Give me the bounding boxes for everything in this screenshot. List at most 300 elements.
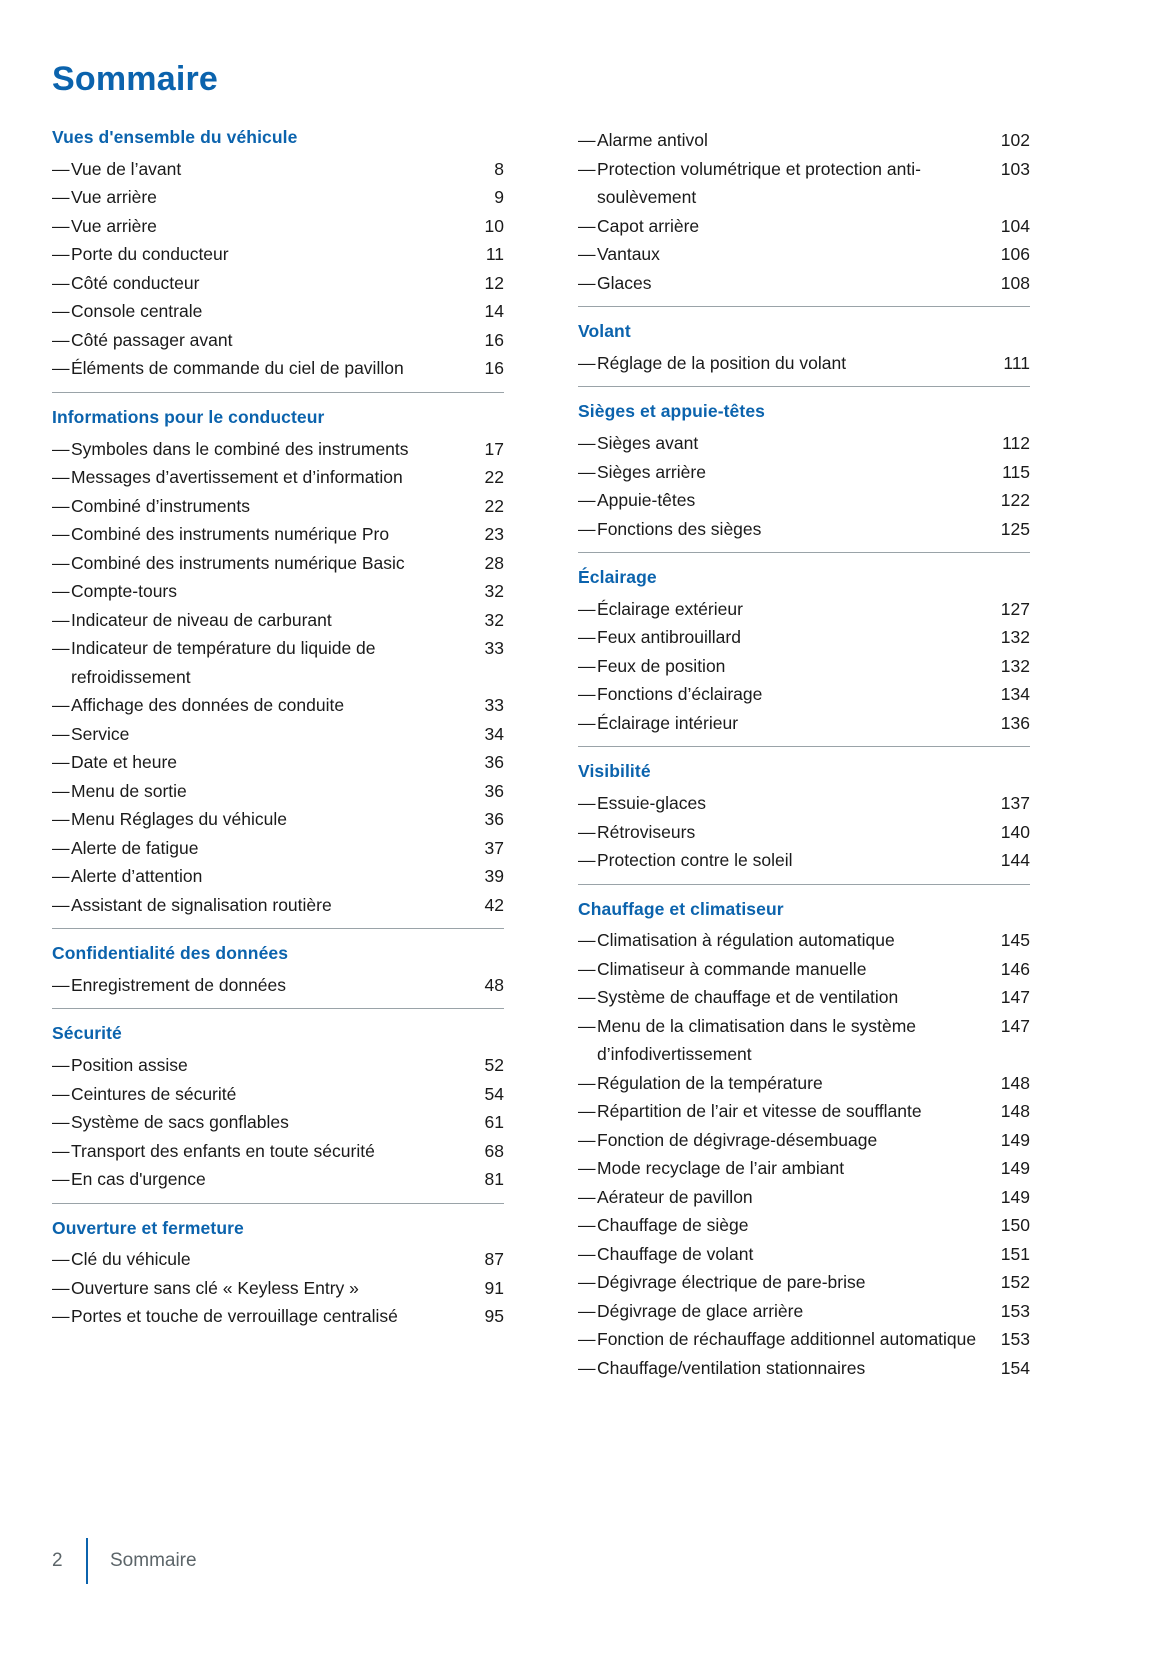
toc-entry-page-number: 52 bbox=[484, 1055, 504, 1075]
toc-entry-page-number: 147 bbox=[1000, 987, 1030, 1008]
toc-entry[interactable] bbox=[52, 891, 504, 920]
toc-entry-label: Fonction de réchauffage additionnel automatique bbox=[597, 1329, 977, 1350]
toc-entry[interactable] bbox=[578, 623, 1030, 652]
dash-icon: — bbox=[52, 1277, 70, 1298]
dash-icon: — bbox=[52, 638, 70, 658]
dash-icon: — bbox=[578, 627, 596, 648]
toc-entry-page-number: 81 bbox=[484, 1169, 504, 1189]
toc-entry-page-number: 95 bbox=[484, 1306, 504, 1327]
toc-entry-label: Chauffage de volant bbox=[597, 1243, 754, 1264]
toc-entry[interactable] bbox=[578, 1325, 1030, 1354]
toc-entry-label: Système de sacs gonflables bbox=[71, 1112, 289, 1132]
toc-entry[interactable] bbox=[578, 1268, 1030, 1297]
toc-section bbox=[578, 400, 1030, 553]
toc-entry-page-number: 14 bbox=[484, 301, 504, 322]
toc-entry-label: Capot arrière bbox=[597, 215, 700, 236]
toc-entry-page-number: 136 bbox=[1000, 712, 1030, 733]
toc-entry[interactable] bbox=[52, 155, 504, 184]
toc-entry-page-number: 16 bbox=[484, 358, 504, 379]
toc-section bbox=[578, 760, 1030, 884]
toc-entry[interactable] bbox=[52, 606, 504, 635]
toc-entry-page-number: 134 bbox=[1000, 684, 1030, 705]
toc-entry[interactable] bbox=[52, 326, 504, 355]
toc-entry-page-number: 10 bbox=[484, 215, 504, 236]
toc-entry[interactable] bbox=[578, 349, 1030, 378]
toc-entry-page-number: 111 bbox=[1003, 352, 1030, 373]
toc-entry[interactable] bbox=[52, 971, 504, 1000]
toc-entry-list bbox=[52, 1245, 504, 1331]
toc-section bbox=[52, 1217, 504, 1331]
toc-entry-label: Feux antibrouillard bbox=[597, 627, 741, 648]
dash-icon: — bbox=[52, 837, 70, 858]
toc-entry[interactable] bbox=[52, 1108, 504, 1137]
toc-entry[interactable] bbox=[578, 1126, 1030, 1155]
toc-entry-label: Fonction de dégivrage-désembuage bbox=[597, 1129, 878, 1150]
toc-entry-list bbox=[52, 1051, 504, 1194]
toc-entry-label: Compte-tours bbox=[71, 581, 178, 601]
toc-entry-page-number: 149 bbox=[1000, 1186, 1030, 1207]
toc-entry-label: Chauffage de siège bbox=[597, 1215, 749, 1236]
toc-entry[interactable] bbox=[578, 515, 1030, 544]
toc-entry-label: Feux de position bbox=[597, 655, 726, 676]
toc-entry-label: Transport des enfants en toute sécurité bbox=[71, 1140, 375, 1161]
toc-entry-label: Vantaux bbox=[597, 244, 660, 264]
section-divider bbox=[578, 552, 1030, 553]
dash-icon: — bbox=[578, 1158, 596, 1179]
dash-icon: — bbox=[52, 894, 70, 915]
toc-entry-label: Glaces bbox=[597, 272, 652, 293]
toc-entry[interactable] bbox=[52, 1051, 504, 1080]
toc-entry[interactable] bbox=[52, 1137, 504, 1166]
toc-entry-page-number: 36 bbox=[484, 752, 504, 772]
footer-label: Sommaire bbox=[110, 1550, 197, 1571]
toc-entry[interactable] bbox=[52, 805, 504, 834]
toc-entry-label: Affichage des données de conduite bbox=[71, 695, 345, 715]
dash-icon: — bbox=[578, 1329, 596, 1350]
dash-icon: — bbox=[52, 552, 70, 573]
dash-icon: — bbox=[578, 655, 596, 676]
toc-entry-page-number: 12 bbox=[484, 272, 504, 293]
dash-icon: — bbox=[52, 1169, 70, 1189]
dash-icon: — bbox=[52, 244, 70, 265]
toc-entry-list bbox=[52, 971, 504, 1000]
toc-entry[interactable] bbox=[52, 1165, 504, 1194]
toc-entry-label: Assistant de signalisation routière bbox=[71, 894, 332, 915]
dash-icon: — bbox=[52, 358, 70, 379]
toc-entry-label: Date et heure bbox=[71, 752, 178, 772]
toc-entry-page-number: 9 bbox=[494, 187, 504, 208]
toc-entry[interactable] bbox=[52, 549, 504, 578]
toc-entry[interactable] bbox=[52, 435, 504, 464]
dash-icon: — bbox=[52, 301, 70, 322]
toc-entry[interactable] bbox=[52, 1080, 504, 1109]
toc-entry-label: Vue arrière bbox=[71, 215, 157, 236]
toc-entry-label: Ceintures de sécurité bbox=[71, 1083, 237, 1104]
toc-entry-page-number: 149 bbox=[1000, 1158, 1030, 1179]
toc-entry[interactable] bbox=[578, 652, 1030, 681]
dash-icon: — bbox=[52, 467, 70, 487]
toc-entry-list bbox=[578, 595, 1030, 738]
dash-icon: — bbox=[52, 524, 70, 544]
toc-entry[interactable] bbox=[52, 240, 504, 269]
toc-entry-page-number: 102 bbox=[1000, 130, 1030, 150]
dash-icon: — bbox=[52, 158, 70, 179]
toc-entry-page-number: 149 bbox=[1000, 1129, 1030, 1150]
dash-icon: — bbox=[578, 518, 596, 539]
toc-entry-label: Essuie-glaces bbox=[597, 793, 706, 813]
dash-icon: — bbox=[578, 958, 596, 979]
toc-entry-page-number: 33 bbox=[484, 638, 504, 658]
toc-entry-list bbox=[578, 126, 1030, 297]
section-divider bbox=[578, 746, 1030, 747]
toc-entry-page-number: 48 bbox=[484, 974, 504, 995]
toc-entry-page-number: 153 bbox=[1000, 1300, 1030, 1321]
toc-entry[interactable] bbox=[52, 1245, 504, 1274]
toc-entry[interactable] bbox=[52, 492, 504, 521]
dash-icon: — bbox=[578, 598, 596, 619]
toc-section bbox=[578, 320, 1030, 387]
dash-icon: — bbox=[52, 609, 70, 630]
dash-icon: — bbox=[578, 244, 596, 264]
toc-entry-page-number: 28 bbox=[484, 552, 504, 573]
toc-section-heading: Visibilité bbox=[578, 761, 651, 782]
toc-entry-page-number: 11 bbox=[485, 244, 504, 265]
toc-entry-page-number: 32 bbox=[484, 581, 504, 601]
toc-entry-label: Combiné des instruments numérique Basic bbox=[71, 552, 405, 573]
toc-entry-label: Indicateur de niveau de carburant bbox=[71, 609, 332, 630]
dash-icon: — bbox=[578, 1357, 596, 1378]
page-title: Sommaire bbox=[52, 60, 219, 98]
toc-entry[interactable] bbox=[578, 240, 1030, 269]
toc-entry-label: Protection contre le soleil bbox=[597, 850, 793, 870]
dash-icon: — bbox=[578, 1015, 596, 1036]
toc-entry[interactable] bbox=[578, 1183, 1030, 1212]
toc-entry[interactable] bbox=[578, 789, 1030, 818]
toc-entry-page-number: 127 bbox=[1000, 598, 1030, 619]
section-divider bbox=[52, 1008, 504, 1009]
toc-entry-page-number: 54 bbox=[484, 1083, 504, 1104]
toc-section-heading: Éclairage bbox=[578, 567, 657, 587]
toc-entry[interactable] bbox=[578, 595, 1030, 624]
toc-entry[interactable] bbox=[52, 297, 504, 326]
toc-entry-page-number: 122 bbox=[1000, 490, 1030, 510]
toc-entry-page-number: 22 bbox=[484, 467, 504, 487]
toc-entry[interactable] bbox=[52, 634, 504, 691]
dash-icon: — bbox=[578, 130, 596, 150]
toc-entry-label: Système de chauffage et de ventilation bbox=[597, 987, 899, 1008]
toc-entry[interactable] bbox=[52, 183, 504, 212]
toc-entry-page-number: 39 bbox=[484, 866, 504, 886]
section-divider bbox=[578, 884, 1030, 885]
toc-entry-page-number: 145 bbox=[1000, 930, 1030, 951]
toc-entry-page-number: 8 bbox=[494, 158, 504, 179]
toc-entry-label: Climatisation à régulation automatique bbox=[597, 930, 895, 951]
dash-icon: — bbox=[578, 712, 596, 733]
dash-icon: — bbox=[52, 1055, 70, 1075]
toc-entry[interactable] bbox=[578, 1069, 1030, 1098]
toc-entry[interactable] bbox=[52, 748, 504, 777]
toc-entry-label: Rétroviseurs bbox=[597, 821, 696, 842]
toc-entry-page-number: 61 bbox=[484, 1112, 504, 1132]
dash-icon: — bbox=[52, 1112, 70, 1132]
section-divider bbox=[52, 928, 504, 929]
toc-entry[interactable] bbox=[578, 429, 1030, 458]
toc-entry-page-number: 137 bbox=[1000, 793, 1030, 813]
toc-entry[interactable] bbox=[578, 1240, 1030, 1269]
toc-entry-page-number: 34 bbox=[484, 723, 504, 744]
toc-section bbox=[52, 942, 504, 1009]
dash-icon: — bbox=[52, 723, 70, 744]
toc-entry[interactable] bbox=[578, 680, 1030, 709]
toc-entry[interactable] bbox=[52, 777, 504, 806]
dash-icon: — bbox=[578, 1129, 596, 1150]
toc-entry-label: Vue arrière bbox=[71, 187, 157, 208]
toc-entry[interactable] bbox=[578, 983, 1030, 1012]
toc-entry-list bbox=[578, 429, 1030, 543]
toc-entry[interactable] bbox=[578, 709, 1030, 738]
toc-entry-page-number: 125 bbox=[1000, 518, 1030, 539]
toc-entry-label: Sièges arrière bbox=[597, 461, 706, 482]
toc-entry[interactable] bbox=[578, 269, 1030, 298]
toc-entry-label: Clé du véhicule bbox=[71, 1249, 191, 1270]
toc-entry-page-number: 68 bbox=[484, 1140, 504, 1161]
dash-icon: — bbox=[52, 495, 70, 516]
toc-columns bbox=[52, 126, 1110, 1382]
dash-icon: — bbox=[52, 329, 70, 350]
toc-entry-page-number: 36 bbox=[484, 780, 504, 801]
section-divider bbox=[52, 392, 504, 393]
toc-section bbox=[52, 1022, 504, 1203]
toc-entry-label: Appuie-têtes bbox=[597, 490, 696, 510]
toc-entry[interactable] bbox=[578, 458, 1030, 487]
toc-entry-label: Service bbox=[71, 723, 130, 744]
toc-entry[interactable] bbox=[578, 1211, 1030, 1240]
toc-entry-list bbox=[578, 926, 1030, 1382]
toc-entry-label: Dégivrage électrique de pare-brise bbox=[597, 1272, 866, 1293]
toc-entry-page-number: 115 bbox=[1002, 461, 1030, 482]
dash-icon: — bbox=[578, 215, 596, 236]
toc-entry[interactable] bbox=[578, 212, 1030, 241]
dash-icon: — bbox=[52, 581, 70, 601]
toc-entry-label: Combiné des instruments numérique Pro bbox=[71, 524, 390, 544]
toc-entry-page-number: 154 bbox=[1000, 1357, 1030, 1378]
toc-entry[interactable] bbox=[52, 862, 504, 891]
toc-entry-page-number: 152 bbox=[1000, 1272, 1030, 1293]
toc-entry-label: Réglage de la position du volant bbox=[597, 352, 847, 373]
toc-entry-label: Alarme antivol bbox=[597, 130, 708, 150]
toc-entry-label: Console centrale bbox=[71, 301, 203, 322]
dash-icon: — bbox=[52, 187, 70, 208]
toc-entry-page-number: 16 bbox=[484, 329, 504, 350]
toc-entry[interactable] bbox=[578, 1154, 1030, 1183]
toc-entry-label: Portes et touche de verrouillage centralisé bbox=[71, 1306, 398, 1327]
toc-section-heading: Confidentialité des données bbox=[52, 943, 289, 963]
toc-entry[interactable] bbox=[52, 720, 504, 749]
section-divider bbox=[52, 1203, 504, 1204]
dash-icon: — bbox=[578, 1215, 596, 1236]
dash-icon: — bbox=[52, 1140, 70, 1161]
toc-entry[interactable] bbox=[52, 269, 504, 298]
dash-icon: — bbox=[578, 1300, 596, 1321]
toc-entry-list bbox=[578, 349, 1030, 378]
dash-icon: — bbox=[578, 821, 596, 842]
dash-icon: — bbox=[578, 850, 596, 870]
dash-icon: — bbox=[578, 1072, 596, 1093]
dash-icon: — bbox=[52, 809, 70, 829]
toc-entry[interactable] bbox=[52, 577, 504, 606]
dash-icon: — bbox=[578, 158, 596, 179]
dash-icon: — bbox=[578, 793, 596, 813]
toc-entry-page-number: 147 bbox=[1000, 1015, 1030, 1036]
section-divider bbox=[578, 306, 1030, 307]
toc-entry-label: Menu de la climatisation dans le système d’infodivertissement bbox=[597, 1015, 917, 1065]
toc-entry-page-number: 32 bbox=[484, 609, 504, 630]
toc-entry-page-number: 33 bbox=[484, 695, 504, 715]
toc-entry-label: Symboles dans le combiné des instruments bbox=[71, 438, 409, 459]
toc-section bbox=[578, 126, 1030, 307]
dash-icon: — bbox=[52, 1249, 70, 1270]
toc-entry-label: Fonctions des sièges bbox=[597, 518, 762, 539]
toc-entry[interactable] bbox=[578, 846, 1030, 875]
dash-icon: — bbox=[52, 780, 70, 801]
toc-entry-label: En cas d'urgence bbox=[71, 1169, 206, 1189]
toc-entry-page-number: 132 bbox=[1000, 655, 1030, 676]
toc-entry-label: Alerte de fatigue bbox=[71, 837, 199, 858]
toc-entry-label: Fonctions d’éclairage bbox=[597, 684, 763, 705]
toc-entry[interactable] bbox=[52, 1302, 504, 1331]
dash-icon: — bbox=[52, 752, 70, 772]
toc-entry-label: Aérateur de pavillon bbox=[597, 1186, 753, 1207]
toc-entry-label: Menu de sortie bbox=[71, 780, 187, 801]
toc-section-heading: Chauffage et climatiseur bbox=[578, 898, 784, 919]
toc-entry-page-number: 151 bbox=[1000, 1243, 1030, 1264]
toc-entry[interactable] bbox=[578, 1097, 1030, 1126]
dash-icon: — bbox=[578, 272, 596, 293]
toc-entry-label: Côté passager avant bbox=[71, 329, 233, 350]
toc-entry-label: Éclairage intérieur bbox=[597, 712, 739, 733]
dash-icon: — bbox=[52, 974, 70, 995]
toc-section-heading: Informations pour le conducteur bbox=[52, 406, 325, 427]
toc-entry-page-number: 91 bbox=[484, 1277, 504, 1298]
toc-column-left bbox=[52, 126, 504, 1382]
toc-entry-label: Menu Réglages du véhicule bbox=[71, 809, 287, 829]
toc-entry-label: Enregistrement de données bbox=[71, 974, 286, 995]
dash-icon: — bbox=[52, 695, 70, 715]
toc-entry[interactable] bbox=[578, 1012, 1030, 1069]
toc-entry-page-number: 42 bbox=[484, 894, 504, 915]
toc-section-heading: Volant bbox=[578, 321, 631, 341]
toc-entry-page-number: 22 bbox=[484, 495, 504, 516]
toc-entry-page-number: 17 bbox=[484, 438, 504, 459]
toc-column-right bbox=[578, 126, 1030, 1382]
toc-entry[interactable] bbox=[578, 1354, 1030, 1383]
toc-entry-label: Régulation de la température bbox=[597, 1072, 823, 1093]
toc-section-heading: Ouverture et fermeture bbox=[52, 1217, 244, 1238]
toc-entry[interactable] bbox=[578, 486, 1030, 515]
footer-divider bbox=[86, 1538, 88, 1584]
dash-icon: — bbox=[52, 438, 70, 459]
toc-entry-page-number: 106 bbox=[1000, 244, 1030, 264]
toc-entry-page-number: 103 bbox=[1000, 158, 1030, 179]
toc-entry-label: Vue de l’avant bbox=[71, 158, 182, 179]
toc-section bbox=[52, 406, 504, 929]
dash-icon: — bbox=[578, 461, 596, 482]
toc-entry-page-number: 148 bbox=[1000, 1101, 1030, 1122]
toc-entry-page-number: 108 bbox=[1000, 272, 1030, 293]
toc-entry-page-number: 144 bbox=[1000, 850, 1030, 870]
toc-entry-label: Éléments de commande du ciel de pavillon bbox=[71, 358, 404, 379]
toc-entry-label: Éclairage extérieur bbox=[597, 598, 743, 619]
toc-entry-page-number: 132 bbox=[1000, 627, 1030, 648]
toc-entry[interactable] bbox=[578, 155, 1030, 212]
toc-entry-page-number: 112 bbox=[1002, 433, 1030, 453]
toc-entry-label: Climatiseur à commande manuelle bbox=[597, 958, 867, 979]
toc-entry-page-number: 148 bbox=[1000, 1072, 1030, 1093]
dash-icon: — bbox=[52, 1306, 70, 1327]
toc-entry-page-number: 146 bbox=[1000, 958, 1030, 979]
toc-entry[interactable] bbox=[52, 520, 504, 549]
toc-entry[interactable] bbox=[52, 212, 504, 241]
toc-entry-label: Protection volumétrique et protection anti-soulèvement bbox=[597, 158, 921, 207]
toc-entry[interactable] bbox=[52, 691, 504, 720]
toc-entry-page-number: 36 bbox=[484, 809, 504, 829]
toc-entry[interactable] bbox=[578, 818, 1030, 847]
toc-entry-label: Combiné d’instruments bbox=[71, 495, 250, 516]
toc-entry-list bbox=[52, 155, 504, 383]
toc-entry[interactable] bbox=[578, 126, 1030, 155]
dash-icon: — bbox=[578, 433, 596, 453]
toc-entry-label: Porte du conducteur bbox=[71, 244, 229, 265]
toc-entry[interactable] bbox=[52, 463, 504, 492]
page-footer bbox=[52, 1541, 197, 1581]
toc-section-heading: Sièges et appuie-têtes bbox=[578, 401, 765, 422]
toc-entry-label: Mode recyclage de l’air ambiant bbox=[597, 1158, 845, 1179]
toc-entry-label: Répartition de l’air et vitesse de soufflante bbox=[597, 1101, 922, 1122]
toc-entry-label: Côté conducteur bbox=[71, 272, 200, 293]
toc-entry[interactable] bbox=[578, 1297, 1030, 1326]
toc-entry[interactable] bbox=[52, 1274, 504, 1303]
dash-icon: — bbox=[578, 1243, 596, 1264]
toc-entry-list bbox=[578, 789, 1030, 875]
toc-entry-page-number: 150 bbox=[1000, 1215, 1030, 1236]
toc-section-heading: Vues d'ensemble du véhicule bbox=[52, 127, 298, 147]
dash-icon: — bbox=[52, 272, 70, 293]
toc-entry-label: Indicateur de température du liquide de refroidissement bbox=[71, 638, 376, 687]
dash-icon: — bbox=[578, 1101, 596, 1122]
toc-entry-page-number: 23 bbox=[484, 524, 504, 544]
dash-icon: — bbox=[52, 866, 70, 886]
toc-entry-page-number: 104 bbox=[1000, 215, 1030, 236]
toc-section-heading: Sécurité bbox=[52, 1023, 122, 1044]
dash-icon: — bbox=[578, 490, 596, 510]
toc-entry-label: Position assise bbox=[71, 1055, 188, 1075]
toc-section bbox=[578, 898, 1030, 1383]
toc-entry-label: Chauffage/ventilation stationnaires bbox=[597, 1357, 866, 1378]
toc-entry-label: Dégivrage de glace arrière bbox=[597, 1300, 804, 1321]
toc-section bbox=[578, 566, 1030, 747]
toc-entry[interactable] bbox=[52, 354, 504, 383]
toc-entry[interactable] bbox=[52, 834, 504, 863]
dash-icon: — bbox=[578, 930, 596, 951]
toc-entry-label: Sièges avant bbox=[597, 433, 699, 453]
toc-entry-page-number: 87 bbox=[484, 1249, 504, 1270]
dash-icon: — bbox=[578, 684, 596, 705]
section-divider bbox=[578, 386, 1030, 387]
toc-entry[interactable] bbox=[578, 926, 1030, 955]
toc-entry[interactable] bbox=[578, 955, 1030, 984]
dash-icon: — bbox=[578, 1272, 596, 1293]
toc-entry-label: Messages d’avertissement et d’information bbox=[71, 467, 403, 487]
